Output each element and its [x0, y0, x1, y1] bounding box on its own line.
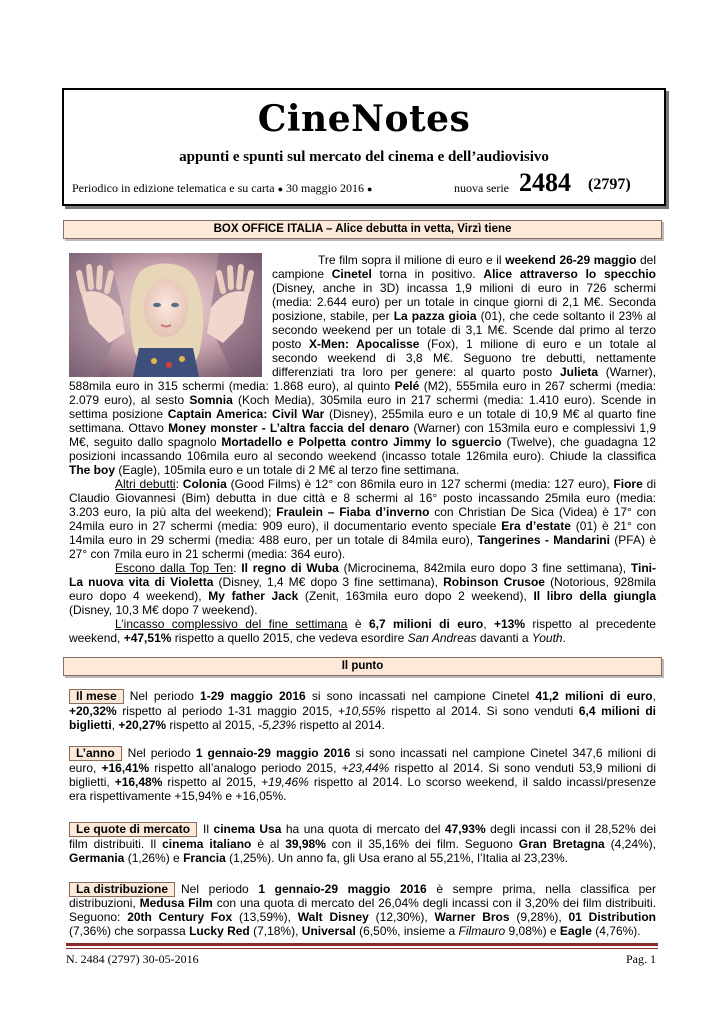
box-office-text-line: settimana. Ottavo Money monster - L’altra faccia del denaro (Warner) con 153mila euro e complessivi 1,9	[69, 421, 656, 435]
alice-photo-illustration	[69, 253, 262, 377]
bullet-dot-icon: ●	[367, 184, 373, 194]
section-header-box-office: BOX OFFICE ITALIA – Alice debutta in vetta, Virzì tiene	[63, 220, 662, 239]
quote-text-line: Le quote di mercato Il cinema Usa ha una quota di mercato del 47,93% degli incassi con il 28,52% dei	[69, 822, 656, 837]
masthead-subtitle: appunti e spunti sul mercato del cinema e dell’audiovisivo	[179, 149, 549, 165]
box-office-text-line: 14mila euro in 29 schermi (media: 488 euro, per un totale di 84mila euro), Tangerines - Mandarini (PFA) è	[69, 533, 656, 547]
box-office-text-line: campione Cinetel torna in positivo. Alice attraverso lo specchio	[272, 267, 656, 281]
box-office-text-line: (Disney, 10,3 M€ dopo 7 weekend).	[69, 603, 258, 617]
box-office-text-line: M€, seguito dallo spagnolo Mortadello e Polpetta contro Jimmy lo sguercio (Twelve), che guadagna 12	[69, 435, 656, 449]
footer-page-number: Pag. 1	[626, 952, 656, 966]
box-office-text-line: differenziati tra loro per genere: al quarto posto Julieta (Warner),	[272, 365, 656, 379]
label-quote-di-mercato: Le quote di mercato	[69, 822, 197, 837]
quote-text-line: Germania (1,26%) e Francia (1,25%). Un anno fa, gli Usa erano al 55,21%, l’Italia al 23,23%.	[69, 851, 568, 865]
box-office-text-line: 588mila euro in 315 schermi (media: 1.868 euro), al quinto Pelé (M2), 555mila euro in 267 schermi (media:	[69, 379, 656, 393]
anno-text-line: era rispettivamente +15,94% e +16,05%.	[69, 789, 287, 803]
mese-text-line: +20,32% rispetto al periodo 1-31 maggio 2015, +10,55% rispetto al 2014. Si sono venduti 6,4 milioni di	[69, 704, 657, 718]
box-office-text-line: euro dopo 4 weekend), My father Jack (Zenit, 163mila euro dopo 2 weekend), Il libro della giungla	[69, 589, 656, 603]
box-office-text-line: (Disney, anche in 3D) incassa 1,9 milioni di euro in 726 schermi	[272, 281, 656, 295]
box-office-text-line: settima posizione Captain America: Civil War (Disney), 255mila euro e un totale di 10,9 M€ al quarto fine	[69, 407, 657, 421]
label-il-mese: Il mese	[69, 689, 124, 704]
box-office-text-line: La nuova vita di Violetta (Disney, 1,4 M€ dopo 3 fine settimana), Robinson Crusoe (Notorious, 928mila	[69, 575, 656, 589]
distribuzione-text-line: (7,36%) che sorpassa Lucky Red (7,18%), Universal (6,50%, insieme a Filmauro 9,08%) e Eagle (4,76%).	[69, 924, 641, 938]
periodico-line: Periodico in edizione telematica e su carta ● 30 maggio 2016 ●	[72, 181, 373, 195]
label-l-anno: L’anno	[69, 746, 122, 761]
distribuzione-text-line: distribuzioni, Medusa Film con una quota di mercato del 26,04% degli incassi con il 3,20% dei film distribuiti.	[69, 896, 657, 910]
distribuzione-text-line: La distribuzione Nel periodo 1 gennaio-29 maggio 2016 è sempre prima, nella classifica per	[69, 882, 656, 897]
box-office-text-line: posto X-Men: Apocalisse (Fox), 1 milione di euro e un totale al	[272, 337, 656, 351]
box-office-text-line: secondo weekend di 3,8 M€. Seguono tre debutti, nettamente	[272, 351, 656, 365]
box-office-text-line: secondo weekend per un totale di 3,1 M€. Scende dal primo al terzo	[272, 323, 656, 337]
box-office-text-line: 2.079 euro), al sesto Somnia (Koch Media), 305mila euro in 217 schermi (media: 1.410 euro). Scende in	[69, 393, 656, 407]
anno-text-line: biglietti, +16,48% rispetto al 2015, +19,46% rispetto al 2014. Lo scorso weekend, il saldo incassi/presenze	[69, 775, 656, 789]
box-office-text-line: posizioni incassando 106mila euro al secondo weekend (incasso totale 126mila euro). Chiude la classifica	[69, 449, 656, 463]
box-office-text-line: posizione, stabile, per La pazza gioia (01), che cede soltanto il 23% al	[272, 309, 656, 323]
box-office-text-line: 3.203 euro, la più alta del weekend); Fraulein – Fiaba d’inverno con Christian De Sica (Videa) è 17° con	[69, 505, 657, 519]
issue-date: 30 maggio 2016	[286, 181, 365, 195]
masthead	[62, 88, 666, 206]
mese-text-line: Il mese Nel periodo 1-29 maggio 2016 si sono incassati nel campione Cinetel 41,2 milioni di euro,	[69, 689, 656, 704]
footer-issue-info: N. 2484 (2797) 30-05-2016	[66, 952, 199, 966]
anno-text-line: L’anno Nel periodo 1 gennaio-29 maggio 2016 si sono incassati nel campione Cinetel 347,6 milioni di	[69, 746, 656, 761]
footer-rule-thick	[66, 943, 658, 946]
box-office-text-line: Altri debutti: Colonia (Good Films) è 12° con 86mila euro in 127 schermi (media: 127 euro), Fiore di	[115, 477, 656, 491]
box-office-text-line: 27° con 7mila euro in 21 schermi (media: 364 euro).	[69, 547, 346, 561]
mese-text-line: biglietti, +20,27% rispetto al 2015, -5,23% rispetto al 2014.	[69, 718, 385, 732]
box-office-text-line: Tre film sopra il milione di euro e il weekend 26-29 maggio del	[318, 253, 657, 267]
footer-rule-thin	[66, 948, 658, 949]
anno-text-line: euro, +16,41% rispetto all’analogo periodo 2015, +23,44% rispetto al 2014. Si sono venduti 53,9 milioni di	[69, 761, 656, 775]
bullet-dot-icon: ●	[277, 184, 284, 194]
distribuzione-text-line: Seguono: 20th Century Fox (13,59%), Walt Disney (12,30%), Warner Bros (9,28%), 01 Distribution	[69, 910, 656, 924]
label-la-distribuzione: La distribuzione	[69, 882, 175, 897]
quote-text-line: film distribuiti. Il cinema italiano è al 39,98% con il 35,16% dei film. Seguono Gran Bretagna (4,24%),	[69, 837, 657, 851]
box-office-text-line: The boy (Eagle), 105mila euro e un totale di 2 M€ al terzo fine settimana.	[69, 463, 460, 477]
box-office-text-line: Claudio Giovannesi (Bim) debutta in due città e 8 schermi al 16° posto incassando 25mila euro (media:	[69, 491, 656, 505]
box-office-text-line: (media: 2.644 euro) per un totale in cinque giorni di 2,1 M€. Seconda	[272, 295, 656, 309]
box-office-text-line: weekend, +47,51% rispetto a quello 2015, che vedeva esordire San Andreas davanti a Youth.	[69, 631, 566, 645]
issue-number: 2484	[519, 168, 571, 197]
serie-label: nuova serie	[454, 181, 509, 195]
issue-number-alt: (2797)	[588, 176, 631, 193]
box-office-text-line: L’incasso complessivo del fine settimana è 6,7 milioni di euro, +13% rispetto al precedente	[115, 617, 656, 631]
section-header-il-punto: Il punto	[63, 657, 662, 676]
box-office-text-line: 24mila euro in 27 schermi (media: 909 euro), il documentario evento speciale Era d’estate (01) è 21° con	[69, 519, 656, 533]
box-office-text-line: Escono dalla Top Ten: Il regno di Wuba (Microcinema, 842mila euro dopo 3 fine settimana), Tini-	[115, 561, 656, 575]
masthead-title: CineNotes	[257, 98, 471, 140]
alice-movie-photo	[69, 253, 262, 377]
